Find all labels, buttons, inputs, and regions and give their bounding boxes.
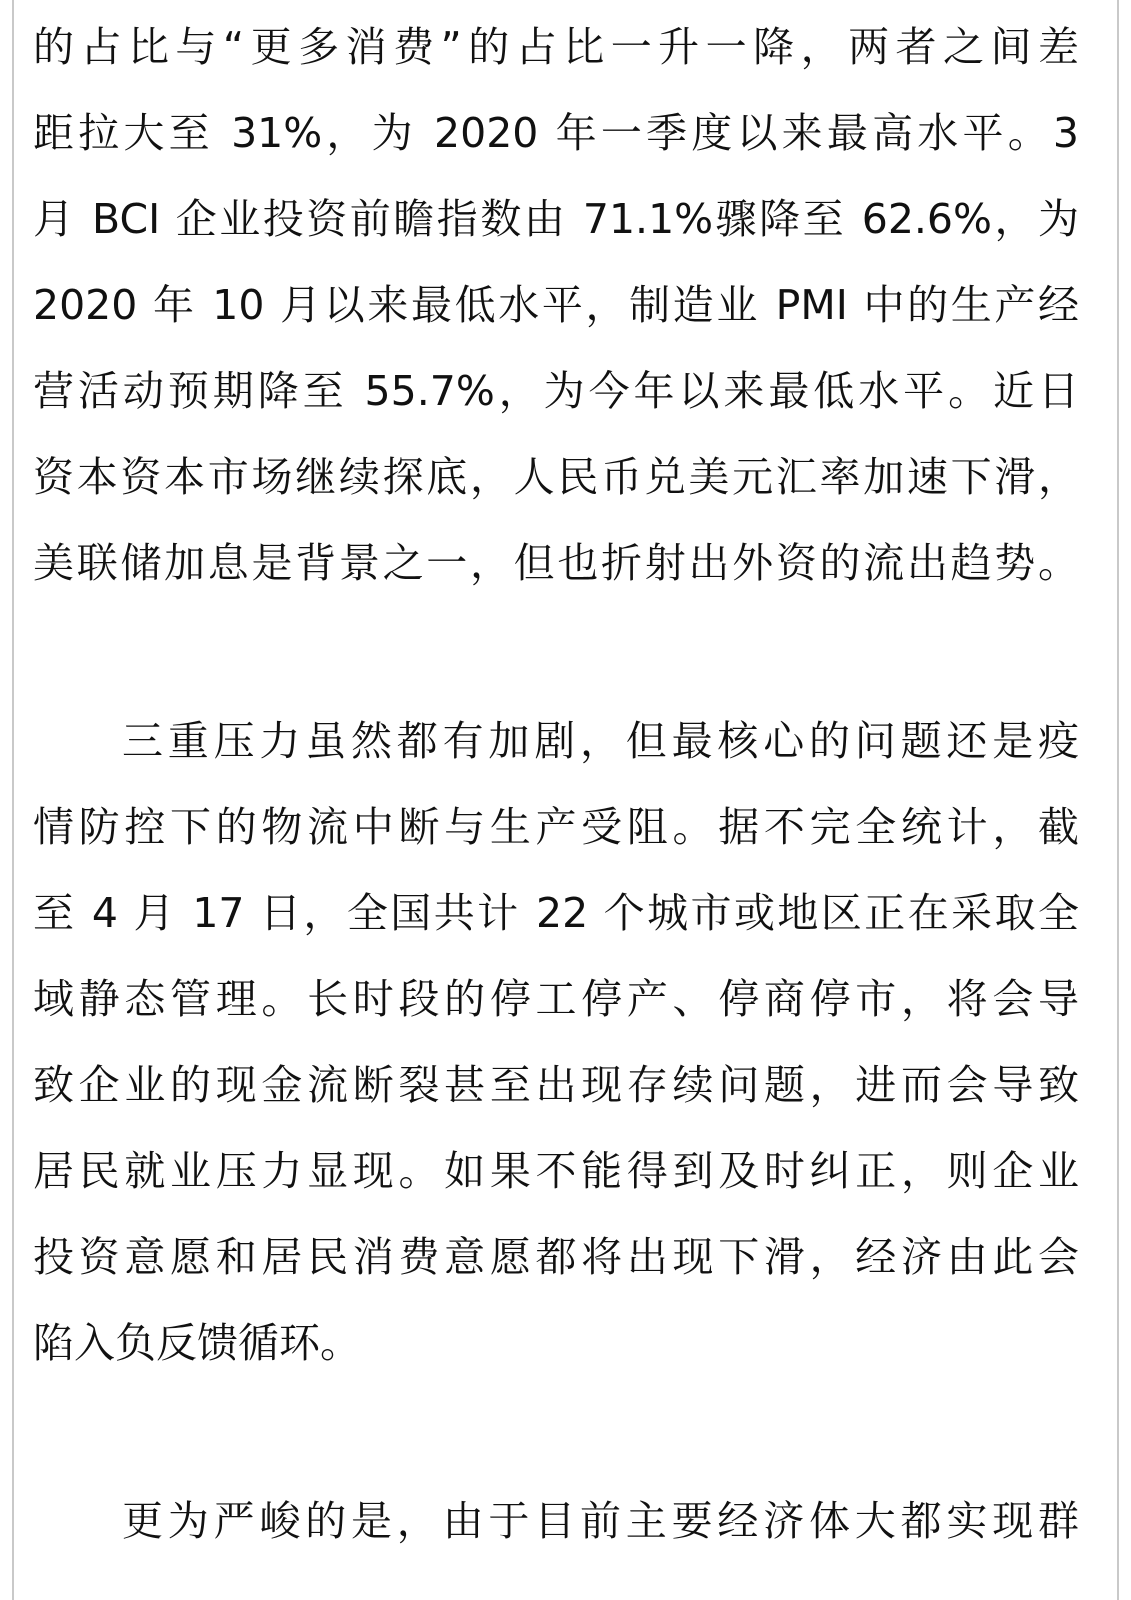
text-line: 距拉大至 31%，为 2020 年一季度以来最高水平。3 [33,109,1079,157]
text-line: 三重压力虽然都有加剧，但最核心的问题还是疫 [122,717,1079,765]
text-line: 的占比与“更多消费”的占比一升一降，两者之间差 [33,23,1079,71]
text-line: 致企业的现金流断裂甚至出现存续问题，进而会导致 [33,1061,1079,1109]
page-border-right [1117,0,1119,1600]
text-line: 月 BCI 企业投资前瞻指数由 71.1%骤降至 62.6%，为 [33,195,1079,243]
text-line: 资本资本市场继续探底，人民币兑美元汇率加速下滑， [33,453,1079,501]
page-border-left [12,0,14,1600]
text-line: 域静态管理。长时段的停工停产、停商停市，将会导 [33,975,1079,1023]
text-line: 2020 年 10 月以来最低水平，制造业 PMI 中的生产经 [33,281,1079,329]
text-line: 居民就业压力显现。如果不能得到及时纠正，则企业 [33,1147,1079,1195]
text-line: 投资意愿和居民消费意愿都将出现下滑，经济由此会 [33,1233,1079,1281]
text-line: 陷入负反馈循环。 [33,1319,361,1367]
text-line: 情防控下的物流中断与生产受阻。据不完全统计，截 [33,803,1079,851]
text-line: 美联储加息是背景之一，但也折射出外资的流出趋势。 [33,539,1079,587]
text-line: 至 4 月 17 日，全国共计 22 个城市或地区正在采取全 [33,889,1079,937]
text-line: 更为严峻的是，由于目前主要经济体大都实现群 [122,1497,1079,1545]
text-line: 营活动预期降至 55.7%，为今年以来最低水平。近日 [33,367,1079,415]
